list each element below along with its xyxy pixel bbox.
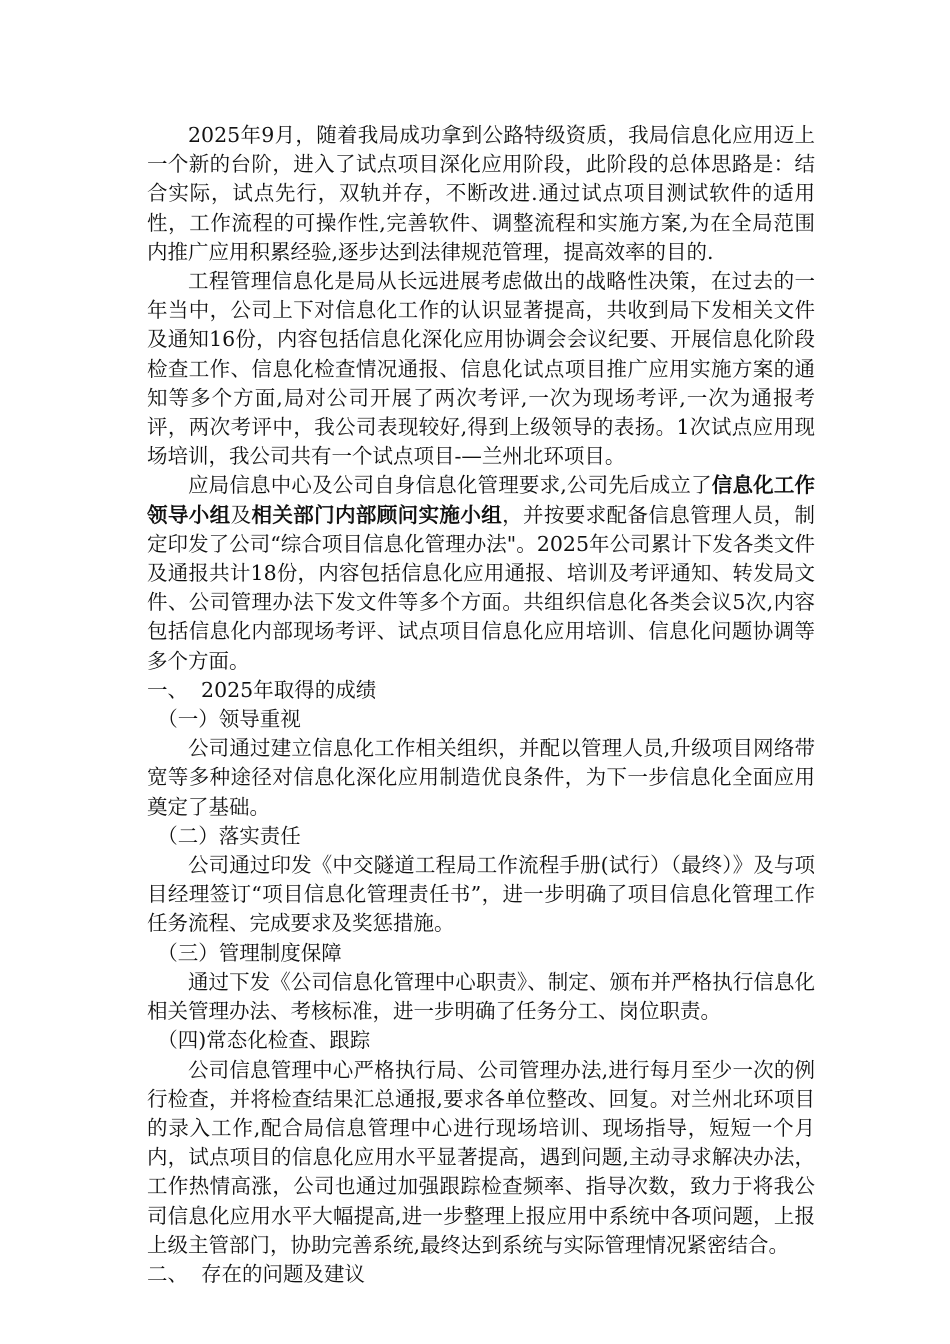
section-heading-problems: 二、 存在的问题及建议 [147, 1261, 366, 1286]
intro-paragraph: 2025年9月，随着我局成功拿到公路特级资质，我局信息化应用迈上一个新的台阶，进入了试点项目深化应用阶段，此阶段的总体思路是：结合实际，试点先行，双轨并存，不断改进.通过试点项目测试软件的适用性，工作流程的可操作性,完善软件、调整流程和实施方案,为在全局范围内推广应用积累经验,逐步达到法律规范管理，提高效率的目的. [147, 123, 815, 264]
leadership-group-bold: 信息化工作领导小组 [147, 473, 816, 527]
document-page [147, 121, 815, 1289]
subsection-heading-leadership: （一）领导重视 [157, 707, 301, 732]
subsection-heading-responsibility: （二）落实责任 [157, 823, 301, 848]
overview-paragraph: 工程管理信息化是局从长远进展考虑做出的战略性决策，在过去的一年当中，公司上下对信息化工作的认识显著提高，共收到局下发相关文件及通知16份，内容包括信息化深化应用协调会会议纪要、开展信息化阶段检查工作、信息化检查情况通报、信息化试点项目推广应用实施方案的通知等多个方面,局对公司开展了两次考评,一次为现场考评,一次为通报考评，两次考评中，我公司表现较好,得到上级领导的表扬。1次试点应用现场培训，我公司共有一个试点项目-—兰州北环项目。 [147, 269, 815, 469]
consulting-group-bold: 相关部门内部顾问实施小组 [251, 502, 503, 527]
section-heading-achievements: 一、 2025年取得的成绩 [147, 677, 377, 702]
organization-paragraph [147, 471, 815, 675]
organization-text-a: 应局信息中心及公司自身信息化管理要求,公司先后成立了 [188, 473, 712, 498]
organization-text-c: 及 [230, 502, 252, 527]
subsection-heading-system: （三）管理制度保障 [157, 940, 342, 965]
organization-text-d: ，并按要求配备信息管理人员，制定印发了公司“综合项目信息化管理办法"。2025年公司累计下发各类文件及通报共计18份，内容包括信息化应用通报、培训及考评通知、转发局文件、公司管理办法下发文件等多个方面。共组织信息化各类会议5次,内容包括信息化内部现场考评、试点项目信息化应用培训、信息化问题协调等多个方面。 [147, 502, 816, 673]
inspection-paragraph: 公司信息管理中心严格执行局、公司管理办法,进行每月至少一次的例行检查，并将检查结果汇总通报,要求各单位整改、回复。对兰州北环项目的录入工作,配合局信息管理中心进行现场培训、现场指导，短短一个月内，试点项目的信息化应用水平显著提高，遇到问题,主动寻求解决办法，工作热情高涨，公司也通过加强跟踪检查频率、指导次数，致力于将我公司信息化应用水平大幅提高,进一步整理上报应用中系统中各项问题，上报上级主管部门，协助完善系统,最终达到系统与实际管理情况紧密结合。 [147, 1057, 815, 1257]
responsibility-paragraph: 公司通过印发《中交隧道工程局工作流程手册(试行）（最终）》及与项目经理签订“项目信息化管理责任书”，进一步明确了项目信息化管理工作任务流程、完成要求及奖惩措施。 [147, 853, 815, 936]
leadership-paragraph: 公司通过建立信息化工作相关组织，并配以管理人员,升级项目网络带宽等多种途径对信息化深化应用制造优良条件，为下一步信息化全面应用奠定了基础。 [147, 736, 815, 819]
system-paragraph: 通过下发《公司信息化管理中心职责》、制定、颁布并严格执行信息化相关管理办法、考核标准，进一步明确了任务分工、岗位职责。 [147, 969, 815, 1024]
subsection-heading-inspection: （四)常态化检查、跟踪 [157, 1028, 371, 1053]
